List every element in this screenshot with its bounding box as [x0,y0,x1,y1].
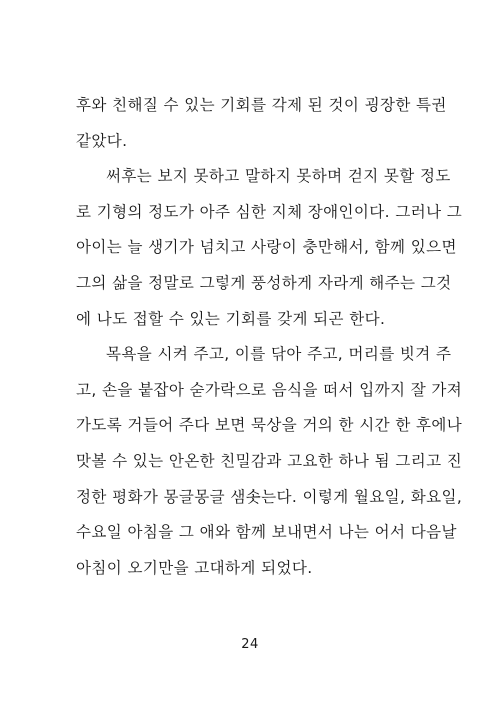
text-line: 에 나도 접할 수 있는 기회를 갖게 되곤 한다. [76,309,386,328]
text-line: 가도록 거들어 주다 보면 묵상을 거의 한 시간 한 후에나 [76,416,463,435]
text-line: 목욕을 시켜 주고, 이를 닦아 주고, 머리를 빗겨 주 [106,345,452,364]
text-line: 수요일 아침을 그 애와 함께 보내면서 나는 어서 다음날 [76,523,457,542]
text-line: 고, 손을 붙잡아 숟가락으로 음식을 떠서 입까지 잘 가져 [76,380,463,399]
text-line: 로 기형의 정도가 아주 심한 지체 장애인이다. 그러나 그 [76,202,463,221]
text-line: 후와 친해질 수 있는 기회를 각제 된 것이 굉장한 특권 [76,96,447,114]
text-line: 아침이 오기만을 고대하게 되었다. [76,558,313,577]
text-line: 아이는 늘 생기가 넘치고 사랑이 충만해서, 함께 있으면 [76,238,457,257]
text-line: 맛볼 수 있는 안온한 친밀감과 고요한 하나 됨 그리고 진 [76,451,463,470]
page-number: 24 [241,637,259,652]
body-text [76,88,463,586]
text-line: 정한 평화가 몽글몽글 샘솟는다. 이렇게 월요일, 화요일, [76,487,463,506]
text-line: 같았다. [76,131,128,150]
text-line: 써후는 보지 못하고 말하지 못하며 걷지 못할 정도 [106,167,451,186]
text-line: 그의 삶을 정말로 그렇게 풍성하게 자라게 해주는 그것 [76,273,452,292]
